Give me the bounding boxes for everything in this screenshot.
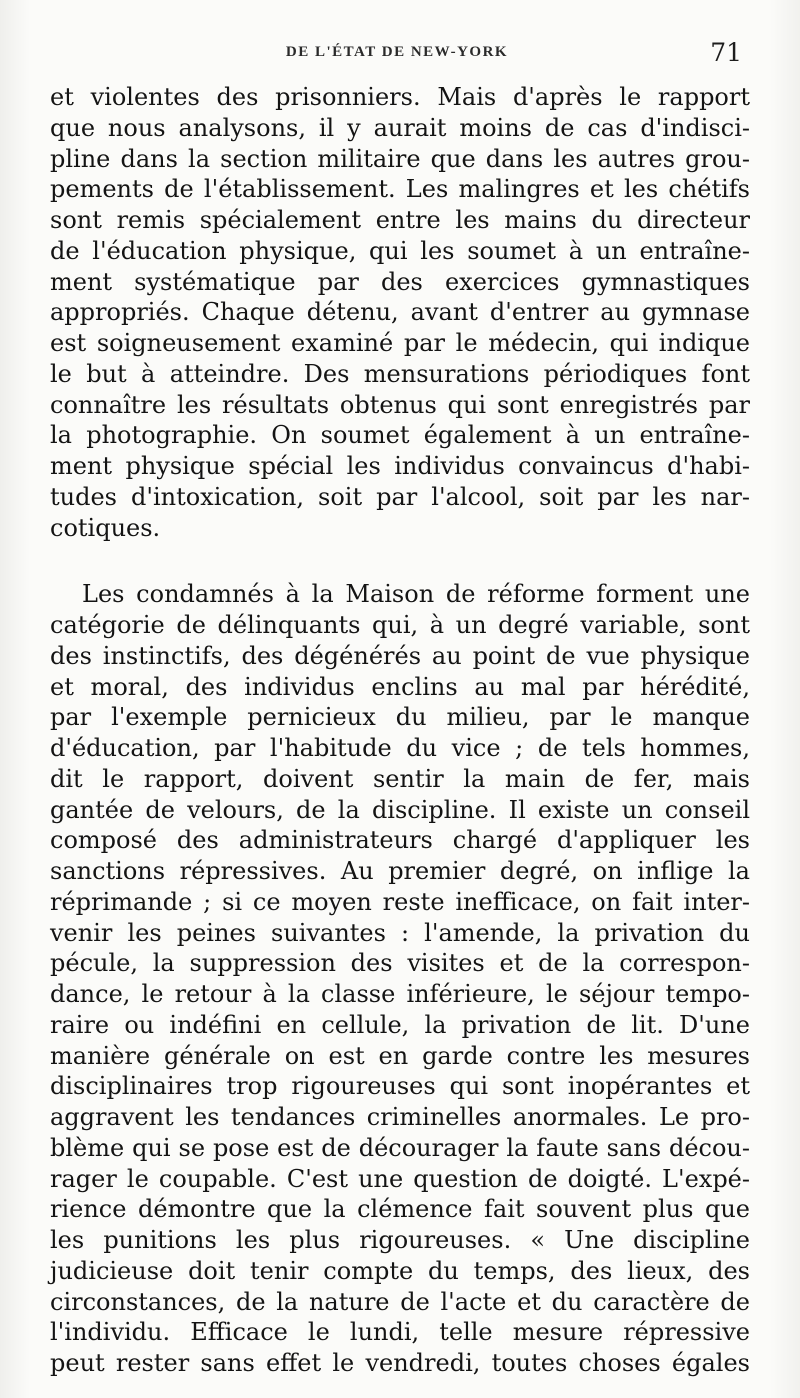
text-line: judicieuse doit tenir compte du temps, des lieux, des	[50, 1256, 750, 1285]
text-line: des instinctifs, des dégénérés au point de vue physique	[50, 641, 750, 670]
text-line: connaître les résultats obtenus qui sont enregistrés par	[50, 390, 750, 419]
text-line: appropriés. Chaque détenu, avant d'entrer au gymnase	[50, 298, 750, 327]
text-line: réprimande ; si ce moyen reste inefficace, on fait inter-	[50, 887, 750, 916]
text-line: la photographie. On soumet également à un entraîne-	[50, 421, 750, 450]
text-line: dit le rapport, doivent sentir la main de fer, mais	[50, 764, 750, 793]
text-line: peut rester sans effet le vendredi, toutes choses égales	[50, 1349, 750, 1377]
text-line: et moral, des individus enclins au mal par hérédité,	[50, 672, 750, 701]
text-line: et violentes des prisonniers. Mais d'après le rapport	[50, 83, 750, 111]
text-line: pécule, la suppression des visites et de la correspon-	[50, 949, 750, 978]
text-line: dance, le retour à la classe inférieure, le séjour tempo-	[50, 980, 750, 1008]
page-number: 71	[710, 38, 742, 67]
text-line: par l'exemple pernicieux du milieu, par le manque	[50, 703, 750, 732]
text-line: Les condamnés à la Maison de réforme forment une	[82, 580, 750, 609]
text-line: de l'éducation physique, qui les soumet à un entraîne-	[50, 236, 750, 265]
text-line: pements de l'établissement. Les malingres et les chétifs	[50, 175, 750, 204]
text-line: catégorie de délinquants qui, à un degré variable, sont	[50, 611, 750, 639]
text-line: ment physique spécial les individus convaincus d'habi-	[50, 452, 750, 480]
text-line: le but à atteindre. Des mensurations périodiques font	[50, 359, 750, 388]
text-line: sont remis spécialement entre les mains du directeur	[50, 206, 750, 234]
text-line: l'individu. Efficace le lundi, telle mesure répressive	[50, 1318, 750, 1347]
text-line: blème qui se pose est de décourager la faute sans décou-	[50, 1133, 750, 1162]
running-head: DE L'ÉTAT DE NEW-YORK	[285, 44, 509, 60]
text-line: tudes d'intoxication, soit par l'alcool, soit par les nar-	[50, 482, 750, 511]
text-line: composé des administrateurs chargé d'appliquer les	[50, 826, 750, 855]
body-text	[50, 82, 750, 1379]
paragraph-gap	[50, 543, 750, 579]
text-line: raire ou indéfini en cellule, la privation de lit. D'une	[50, 1010, 750, 1039]
text-line: disciplinaires trop rigoureuses qui sont inopérantes et	[50, 1072, 750, 1101]
text-line: aggravent les tendances criminelles anormales. Le pro-	[50, 1103, 750, 1131]
text-line: gantée de velours, de la discipline. Il existe un conseil	[50, 795, 750, 824]
text-line: cotiques.	[50, 513, 161, 542]
page-header	[52, 38, 742, 78]
text-line: pline dans la section militaire que dans les autres grou-	[50, 144, 750, 173]
text-line: rager le coupable. C'est une question de doigté. L'expé-	[50, 1164, 750, 1193]
paragraph-1	[50, 82, 750, 543]
text-line: manière générale on est en garde contre les mesures	[50, 1041, 750, 1070]
text-line: sanctions répressives. Au premier degré, on inflige la	[50, 857, 750, 885]
paragraph-2	[50, 579, 750, 1379]
text-line: d'éducation, par l'habitude du vice ; de tels hommes,	[50, 734, 750, 762]
text-line: est soigneusement examiné par le médecin, qui indique	[50, 329, 750, 357]
text-line: que nous analysons, il y aurait moins de cas d'indisci-	[50, 113, 750, 142]
text-line: venir les peines suivantes : l'amende, la privation du	[50, 918, 750, 947]
text-line: les punitions les plus rigoureuses. « Une discipline	[50, 1226, 750, 1254]
text-line: circonstances, de la nature de l'acte et du caractère de	[50, 1287, 750, 1316]
text-line: rience démontre que la clémence fait souvent plus que	[50, 1195, 750, 1224]
text-line: ment systématique par des exercices gymnastiques	[50, 267, 750, 296]
